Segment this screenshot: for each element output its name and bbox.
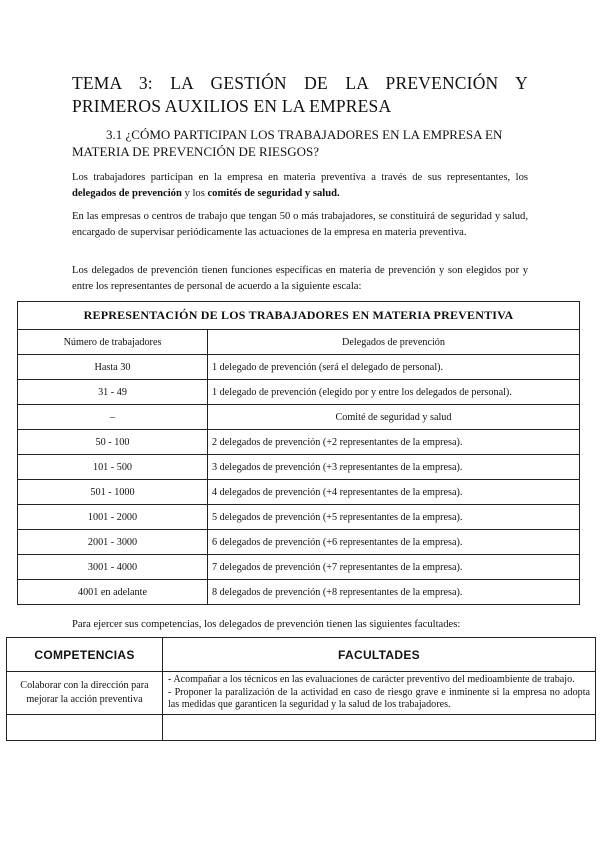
delegates-cell: 8 delegados de prevención (+8 representantes de la empresa). xyxy=(208,580,580,605)
column-header-facultades: FACULTADES xyxy=(163,638,596,672)
column-header-competencias: COMPETENCIAS xyxy=(7,638,163,672)
table-row xyxy=(18,405,580,430)
table-row xyxy=(18,455,580,480)
p1-text-a: Los trabajadores participan en la empresa en materia preventiva a través de sus representantes, los xyxy=(72,172,528,183)
table-header-row xyxy=(18,330,580,355)
p1-bold-delegados: delegados de prevención xyxy=(72,187,182,199)
column-header-delegates: Delegados de prevención xyxy=(208,330,580,355)
delegates-cell: 2 delegados de prevención (+2 representantes de la empresa). xyxy=(208,430,580,455)
p1-bold-comites: comités de seguridad y salud. xyxy=(207,187,340,199)
table-row xyxy=(18,480,580,505)
table-row xyxy=(18,530,580,555)
p1-text-c: y los xyxy=(181,187,208,199)
delegates-cell: 7 delegados de prevención (+7 representantes de la empresa). xyxy=(208,555,580,580)
paragraph-facultades-intro: Para ejercer sus competencias, los delegados de prevención tienen las siguientes facultades: xyxy=(72,619,461,630)
workers-cell: 4001 en adelante xyxy=(18,580,208,605)
section-heading: 3.1 ¿CÓMO PARTICIPAN LOS TRABAJADORES EN LA EMPRESA EN MATERIA DE PREVENCIÓN DE RIESGOS? xyxy=(72,127,503,159)
delegates-cell: 5 delegados de prevención (+5 representantes de la empresa). xyxy=(208,505,580,530)
empty-cell xyxy=(7,714,163,740)
workers-cell: 31 - 49 xyxy=(18,380,208,405)
competence-cell: Colaborar con la dirección para mejorar la acción preventiva xyxy=(7,672,163,715)
delegates-cell: 6 delegados de prevención (+6 representantes de la empresa). xyxy=(208,530,580,555)
table-row-empty xyxy=(7,714,596,740)
table-row xyxy=(18,505,580,530)
faculty-item: - Acompañar a los técnicos en las evaluaciones de carácter preventivo del medioambiente de trabajo. xyxy=(168,674,575,685)
workers-cell: 3001 - 4000 xyxy=(18,555,208,580)
representation-table xyxy=(17,301,580,605)
workers-cell: Hasta 30 xyxy=(18,355,208,380)
workers-cell: 1001 - 2000 xyxy=(18,505,208,530)
table-header-row xyxy=(7,638,596,672)
delegates-cell: 3 delegados de prevención (+3 representantes de la empresa). xyxy=(208,455,580,480)
table-row xyxy=(18,430,580,455)
table-row xyxy=(18,555,580,580)
workers-cell: 50 - 100 xyxy=(18,430,208,455)
empty-cell xyxy=(163,714,596,740)
delegates-cell: 1 delegado de prevención (elegido por y entre los delegados de personal). xyxy=(208,380,580,405)
paragraph-committee: En las empresas o centros de trabajo que tengan 50 o más trabajadores, se constituirá de seguridad y salud, encargado de supervisar periódicamente las actuaciones de la empresa en materia preventiva. xyxy=(72,211,528,238)
delegates-cell: 1 delegado de prevención (será el delegado de personal). xyxy=(208,355,580,380)
table-row xyxy=(18,355,580,380)
competencies-table xyxy=(6,637,596,741)
workers-cell: – xyxy=(18,405,208,430)
paragraph-participation xyxy=(72,170,528,201)
faculties-cell xyxy=(163,672,596,715)
delegates-cell: 4 delegados de prevención (+4 representantes de la empresa). xyxy=(208,480,580,505)
column-header-workers: Número de trabajadores xyxy=(18,330,208,355)
workers-cell: 501 - 1000 xyxy=(18,480,208,505)
workers-cell: 101 - 500 xyxy=(18,455,208,480)
paragraph-scale: Los delegados de prevención tienen funciones específicas en materia de prevención y son elegidos por y entre los representantes de personal de acuerdo a la siguiente escala: xyxy=(72,265,528,292)
representation-table-title: REPRESENTACIÓN DE LOS TRABAJADORES EN MATERIA PREVENTIVA xyxy=(18,302,580,330)
committee-subheader: Comité de seguridad y salud xyxy=(208,405,580,430)
table-row xyxy=(7,672,596,715)
table-row xyxy=(18,580,580,605)
table-row xyxy=(18,380,580,405)
workers-cell: 2001 - 3000 xyxy=(18,530,208,555)
page-title: TEMA 3: LA GESTIÓN DE LA PREVENCIÓN Y PRIMEROS AUXILIOS EN LA EMPRESA xyxy=(72,73,528,116)
faculty-item: - Proponer la paralización de la actividad en caso de riesgo grave e inminente si la empresa no adopta las medidas que garanticen la seguridad y la salud de los trabajadores. xyxy=(168,686,590,710)
